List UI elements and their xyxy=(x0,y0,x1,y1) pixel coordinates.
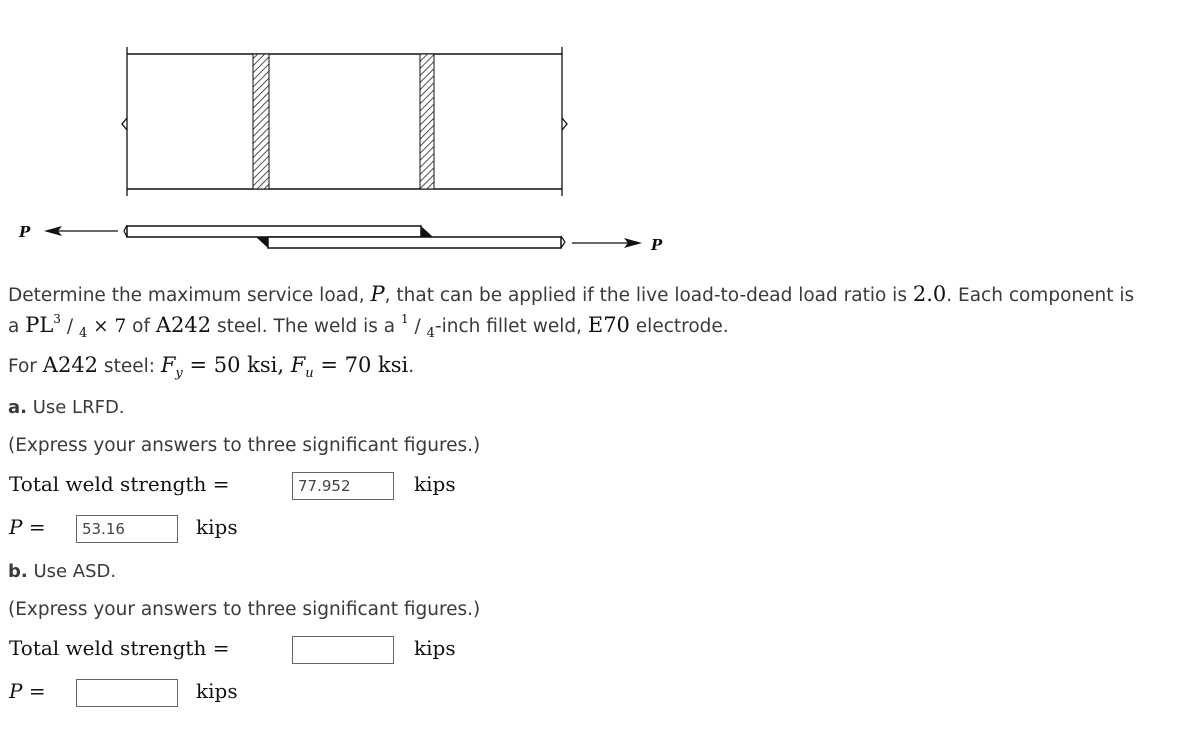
text: . xyxy=(408,356,415,377)
text: For xyxy=(8,356,43,377)
weld-numerator: 1 xyxy=(401,312,409,326)
text: , that can be applied if the live load-to-dead load ratio is xyxy=(384,285,913,306)
part-a-text: Use LRFD. xyxy=(26,397,125,418)
part-a-weld-input[interactable]: 77.952 xyxy=(292,472,394,500)
part-b-weld-unit: kips xyxy=(414,636,456,660)
text: of xyxy=(126,316,156,337)
part-b-text: Use ASD. xyxy=(27,561,117,582)
text: steel: xyxy=(98,356,161,377)
plan-view xyxy=(122,47,567,196)
problem-line-1 xyxy=(8,282,1134,308)
weld-left-hatch xyxy=(253,54,269,189)
part-a-weld-unit: kips xyxy=(414,472,456,496)
part-b-label: b. xyxy=(8,561,28,582)
var-fy: F xyxy=(160,353,176,377)
load-label-left: P xyxy=(19,223,31,241)
frac-slash: / xyxy=(408,316,427,337)
elevation-view xyxy=(44,225,642,248)
part-b-instruction: (Express your answers to three significant figures.) xyxy=(8,599,481,620)
part-a-label: a. xyxy=(8,397,27,418)
part-b-p-unit: kips xyxy=(196,679,238,703)
text: a xyxy=(8,316,26,337)
part-a-p-label: P = xyxy=(9,515,46,539)
var-fu: F xyxy=(290,353,306,377)
var-fy-sub: y xyxy=(175,366,183,381)
fillet-weld-top xyxy=(421,226,433,237)
plate-label: PL xyxy=(25,313,54,337)
plate-width: × 7 xyxy=(87,316,127,337)
text: -inch fillet weld, xyxy=(434,316,588,337)
part-b-weld-input[interactable] xyxy=(292,636,394,664)
text: Determine the maximum service load, xyxy=(8,285,371,306)
part-a-p-unit: kips xyxy=(196,515,238,539)
part-a-heading xyxy=(8,396,125,420)
part-a-p-input[interactable]: 53.16 xyxy=(76,515,178,543)
fu-value: = 70 ksi xyxy=(313,353,409,377)
part-b-p-input[interactable] xyxy=(76,679,178,707)
steel-grade: A242 xyxy=(42,353,99,377)
fillet-weld-bottom xyxy=(256,237,268,248)
text: steel. The weld is a xyxy=(211,316,401,337)
part-b-weld-label: Total weld strength = xyxy=(9,636,230,660)
part-b-p-label: P = xyxy=(9,679,46,703)
part-a-instruction: (Express your answers to three significant figures.) xyxy=(8,435,481,456)
frac-denominator: 4 xyxy=(78,326,88,341)
frac-slash: / xyxy=(60,316,79,337)
text: electrode. xyxy=(629,316,729,337)
frac-numerator: 3 xyxy=(53,312,61,326)
problem-line-3 xyxy=(8,353,414,381)
part-b-heading xyxy=(8,560,116,584)
fy-value: = 50 ksi, xyxy=(182,353,291,377)
load-label-right: P xyxy=(651,236,663,254)
ratio-value: 2.0 xyxy=(912,282,947,306)
part-a-weld-label: Total weld strength = xyxy=(9,472,230,496)
steel-grade: A242 xyxy=(155,313,212,337)
weld-denominator: 4 xyxy=(426,326,435,341)
electrode: E70 xyxy=(587,313,630,337)
var-p: P xyxy=(370,282,385,306)
lap-joint-figure xyxy=(0,0,700,265)
weld-right-hatch xyxy=(420,54,434,189)
problem-line-2 xyxy=(8,313,729,341)
text: . Each component is xyxy=(946,285,1135,306)
var-fu-sub: u xyxy=(305,366,314,381)
